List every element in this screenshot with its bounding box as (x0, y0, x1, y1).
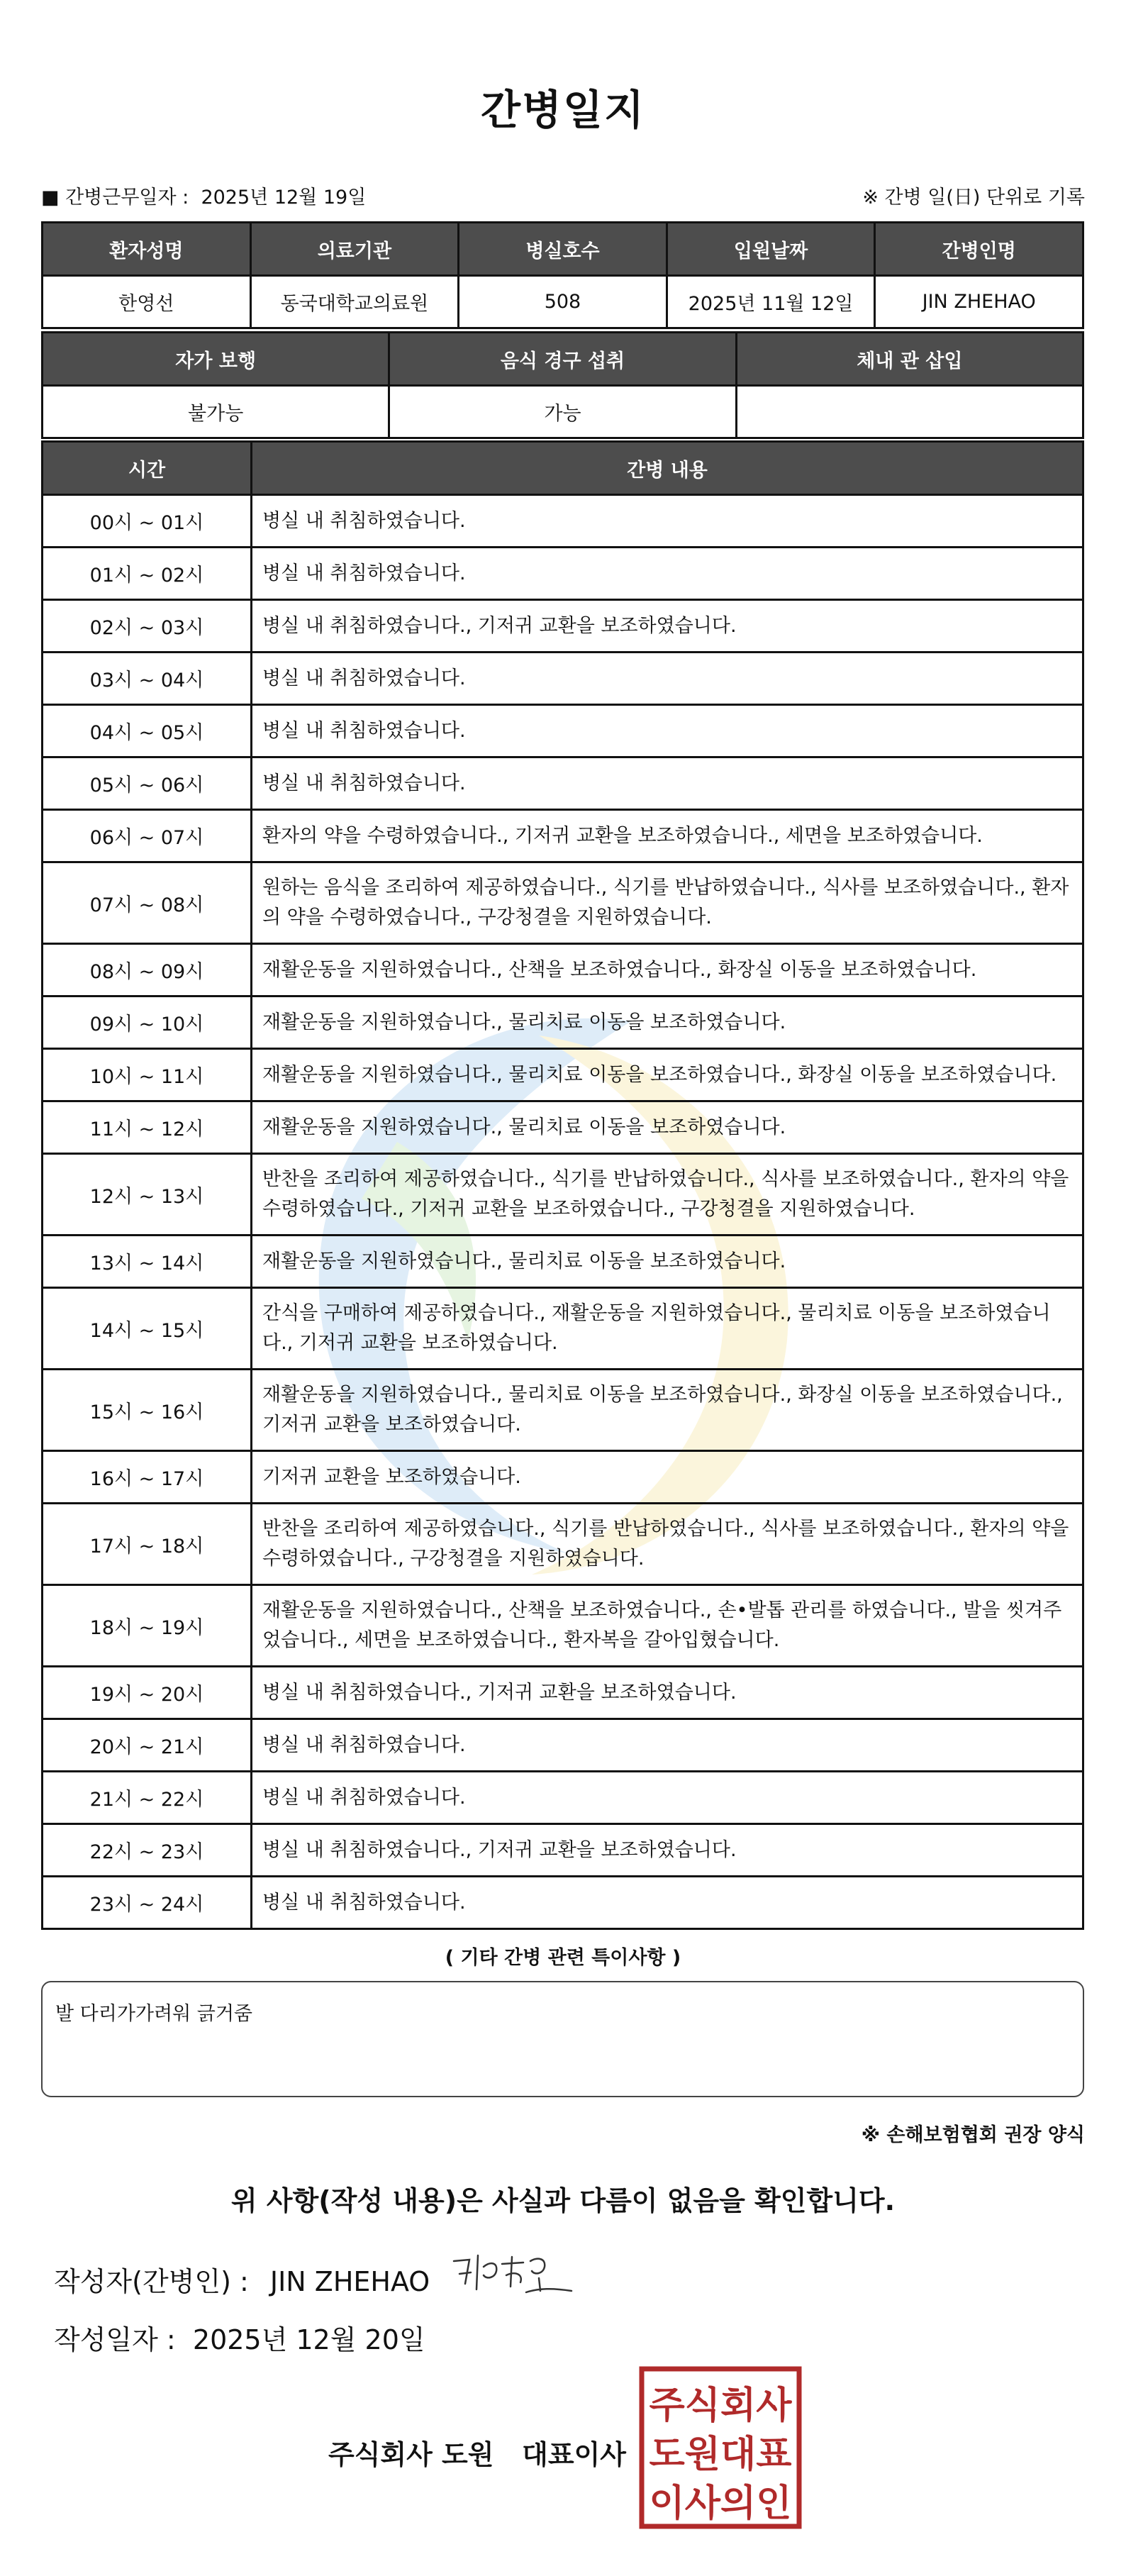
header-tube-insertion: 체내 관 삽입 (736, 333, 1083, 386)
table-row (43, 944, 1083, 996)
care-content-cell: 원하는 음식을 조리하여 제공하였습니다., 식기를 반납하였습니다., 식사를 보조하였습니다., 환자의 약을 수령하였습니다., 구강청결을 지원하였습니다. (252, 862, 1083, 944)
notes-title: ( 기타 간병 관련 특이사항 ) (445, 1947, 681, 1969)
time-cell: 21시 ~ 22시 (43, 1772, 252, 1824)
care-content-cell: 환자의 약을 수령하였습니다., 기저귀 교환을 보조하였습니다., 세면을 보조하였습니다. (252, 810, 1083, 862)
seal-line-3: 이사의인 (649, 2482, 792, 2525)
care-content-cell: 병실 내 취침하였습니다., 기저귀 교환을 보조하였습니다. (252, 1667, 1083, 1719)
table-row (43, 1667, 1083, 1719)
table-row (43, 757, 1083, 810)
work-date-value: 2025년 12월 19일 (201, 187, 367, 209)
care-content-cell: 병실 내 취침하였습니다. (252, 653, 1083, 705)
date-line (54, 2318, 425, 2357)
page-title: 간병일지 (480, 86, 646, 134)
table-row (43, 705, 1083, 757)
time-cell: 19시 ~ 20시 (43, 1667, 252, 1719)
header-oral-intake: 음식 경구 섭취 (389, 333, 736, 386)
time-cell: 01시 ~ 02시 (43, 548, 252, 600)
time-cell: 14시 ~ 15시 (43, 1288, 252, 1370)
time-cell: 18시 ~ 19시 (43, 1585, 252, 1667)
table-row (43, 1370, 1083, 1451)
care-content-cell: 간식을 구매하여 제공하였습니다., 재활운동을 지원하였습니다., 물리치료 이동을 보조하였습니다., 기저귀 교환을 보조하였습니다. (252, 1288, 1083, 1370)
care-content-cell: 재활운동을 지원하였습니다., 산책을 보조하였습니다., 화장실 이동을 보조하였습니다. (252, 944, 1083, 996)
care-content-cell: 재활운동을 지원하였습니다., 물리치료 이동을 보조하였습니다., 화장실 이동을 보조하였습니다. (252, 1049, 1083, 1101)
table-row (43, 1049, 1083, 1101)
time-cell: 15시 ~ 16시 (43, 1370, 252, 1451)
seal-line-2: 도원대표 (649, 2433, 792, 2476)
care-content-cell: 병실 내 취침하였습니다. (252, 548, 1083, 600)
time-cell: 11시 ~ 12시 (43, 1101, 252, 1154)
care-content-cell: 반찬을 조리하여 제공하였습니다., 식기를 반납하였습니다., 식사를 보조하였습니다., 환자의 약을 수령하였습니다., 구강청결을 지원하였습니다. (252, 1504, 1083, 1585)
patient-ability-table (41, 331, 1084, 439)
header-walking: 자가 보행 (43, 333, 389, 386)
care-content-cell: 병실 내 취침하였습니다. (252, 705, 1083, 757)
company-signoff: 주식회사 도원 대표이사 (328, 2439, 626, 2470)
care-content-cell: 병실 내 취침하였습니다. (252, 1877, 1083, 1929)
signature-icon (447, 2247, 581, 2304)
care-schedule-table (41, 440, 1084, 1930)
notes-box (41, 1981, 1084, 2097)
table-row (43, 996, 1083, 1049)
date-label: 작성일자 : (54, 2324, 176, 2355)
time-cell: 22시 ~ 23시 (43, 1824, 252, 1877)
header-time: 시간 (43, 442, 252, 495)
company-seal-icon (638, 2365, 803, 2530)
table-row (43, 1236, 1083, 1288)
care-content-cell: 재활운동을 지원하였습니다., 물리치료 이동을 보조하였습니다. (252, 996, 1083, 1049)
time-cell: 06시 ~ 07시 (43, 810, 252, 862)
oral-intake-value: 가능 (389, 386, 736, 438)
work-date-label: ■ 간병근무일자 : (41, 187, 189, 209)
writer-line (54, 2260, 430, 2299)
writer-label: 작성자(간병인) : (54, 2266, 249, 2297)
recommend-note: ※ 손해보험협회 권장 양식 (861, 2124, 1085, 2146)
table-row (43, 1451, 1083, 1504)
care-content-cell: 반찬을 조리하여 제공하였습니다., 식기를 반납하였습니다., 식사를 보조하였습니다., 환자의 약을 수령하였습니다., 기저귀 교환을 보조하였습니다., 구강청결을 지원하였습니다. (252, 1154, 1083, 1236)
table-row (43, 495, 1083, 548)
patient-name: 한영선 (43, 276, 251, 328)
tube-insertion-value (736, 386, 1083, 438)
table-row (43, 1824, 1083, 1877)
work-date (41, 182, 366, 209)
header-admission-date: 입원날짜 (667, 223, 875, 276)
time-cell: 00시 ~ 01시 (43, 495, 252, 548)
time-cell: 04시 ~ 05시 (43, 705, 252, 757)
table-row (43, 548, 1083, 600)
table-row (43, 653, 1083, 705)
table-row (43, 1585, 1083, 1667)
confirm-statement: 위 사항(작성 내용)은 사실과 다름이 없음을 확인합니다. (230, 2185, 896, 2216)
care-content-cell: 병실 내 취침하였습니다. (252, 757, 1083, 810)
date-value: 2025년 12월 20일 (192, 2324, 425, 2355)
time-cell: 02시 ~ 03시 (43, 600, 252, 653)
admission-date: 2025년 11월 12일 (667, 276, 875, 328)
header-patient-name: 환자성명 (43, 223, 251, 276)
care-content-cell: 재활운동을 지원하였습니다., 물리치료 이동을 보조하였습니다., 화장실 이동을 보조하였습니다., 기저귀 교환을 보조하였습니다. (252, 1370, 1083, 1451)
header-caregiver-name: 간병인명 (875, 223, 1083, 276)
care-content-cell: 병실 내 취침하였습니다. (252, 1719, 1083, 1772)
time-cell: 10시 ~ 11시 (43, 1049, 252, 1101)
care-content-cell: 병실 내 취침하였습니다. (252, 495, 1083, 548)
time-cell: 16시 ~ 17시 (43, 1451, 252, 1504)
care-content-cell: 병실 내 취침하였습니다., 기저귀 교환을 보조하였습니다. (252, 600, 1083, 653)
time-cell: 20시 ~ 21시 (43, 1719, 252, 1772)
table-row (43, 1719, 1083, 1772)
table-row (43, 1154, 1083, 1236)
table-row (43, 1288, 1083, 1370)
time-cell: 13시 ~ 14시 (43, 1236, 252, 1288)
care-content-cell: 기저귀 교환을 보조하였습니다. (252, 1451, 1083, 1504)
table-row (43, 1504, 1083, 1585)
notes-content: 발 다리가가려워 긁거줌 (55, 2003, 252, 2025)
unit-note: ※ 간병 일(日) 단위로 기록 (862, 187, 1085, 209)
walking-value: 불가능 (43, 386, 389, 438)
care-content-cell: 병실 내 취침하였습니다. (252, 1772, 1083, 1824)
time-cell: 09시 ~ 10시 (43, 996, 252, 1049)
room-number: 508 (459, 276, 667, 328)
seal-line-1: 주식회사 (649, 2385, 792, 2427)
caregiver-name: JIN ZHEHAO (875, 276, 1083, 328)
care-content-cell: 재활운동을 지원하였습니다., 물리치료 이동을 보조하였습니다. (252, 1236, 1083, 1288)
header-care-content: 간병 내용 (252, 442, 1083, 495)
time-cell: 03시 ~ 04시 (43, 653, 252, 705)
table-row (43, 862, 1083, 944)
time-cell: 17시 ~ 18시 (43, 1504, 252, 1585)
patient-info-table (41, 221, 1084, 329)
time-cell: 05시 ~ 06시 (43, 757, 252, 810)
hospital-name: 동국대학교의료원 (250, 276, 459, 328)
table-row (43, 810, 1083, 862)
table-row (43, 1101, 1083, 1154)
writer-name: JIN ZHEHAO (269, 2266, 430, 2297)
time-cell: 23시 ~ 24시 (43, 1877, 252, 1929)
header-hospital: 의료기관 (250, 223, 459, 276)
header-room: 병실호수 (459, 223, 667, 276)
table-row (43, 600, 1083, 653)
care-content-cell: 재활운동을 지원하였습니다., 물리치료 이동을 보조하였습니다. (252, 1101, 1083, 1154)
time-cell: 07시 ~ 08시 (43, 862, 252, 944)
care-content-cell: 병실 내 취침하였습니다., 기저귀 교환을 보조하였습니다. (252, 1824, 1083, 1877)
care-content-cell: 재활운동을 지원하였습니다., 산책을 보조하였습니다., 손•발톱 관리를 하였습니다., 발을 씻겨주었습니다., 세면을 보조하였습니다., 환자복을 갈아입혔습니다. (252, 1585, 1083, 1667)
table-row (43, 1772, 1083, 1824)
table-row (43, 1877, 1083, 1929)
time-cell: 08시 ~ 09시 (43, 944, 252, 996)
time-cell: 12시 ~ 13시 (43, 1154, 252, 1236)
